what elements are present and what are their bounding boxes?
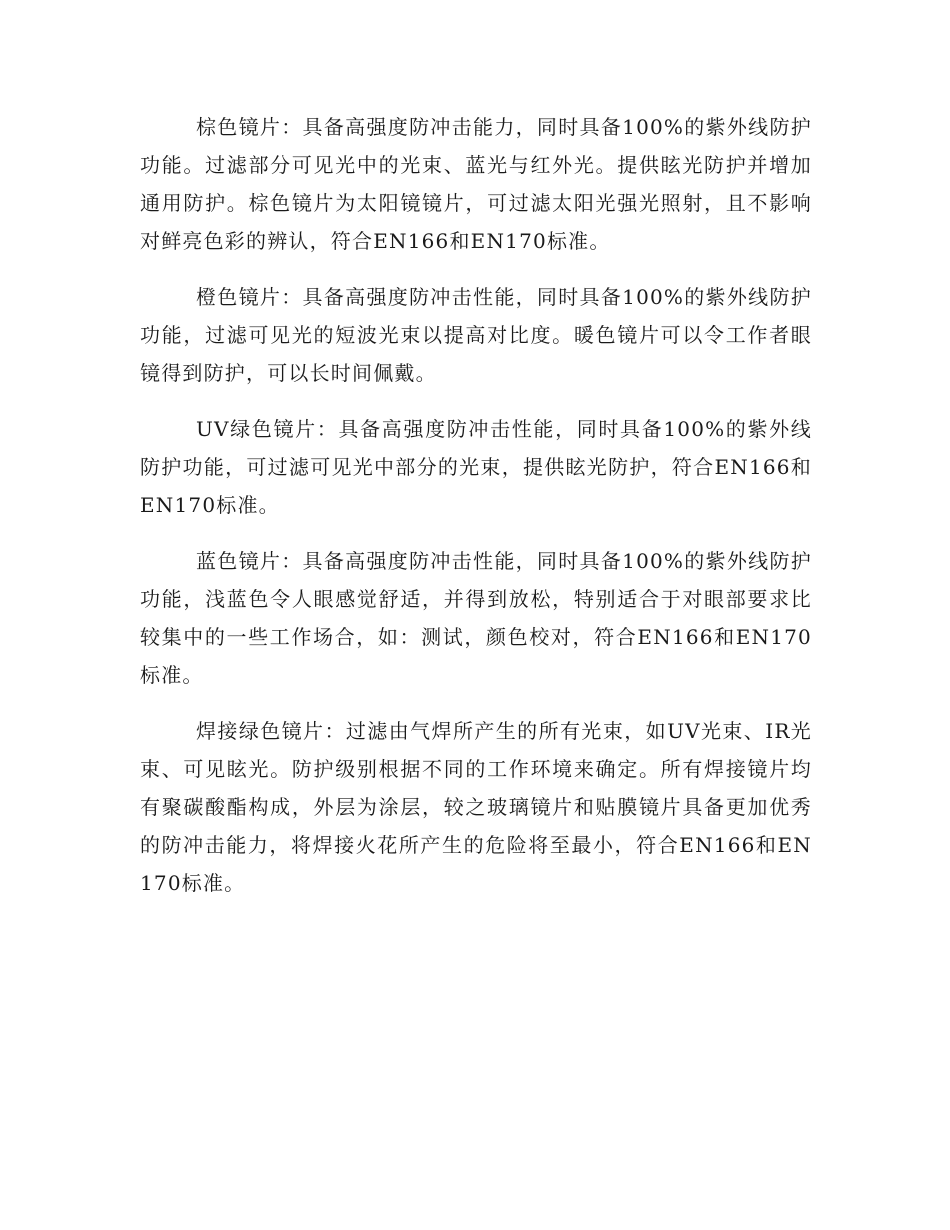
paragraph-welding-green-lens: 焊接绿色镜片：过滤由气焊所产生的所有光束，如UV光束、IR光束、可见眩光。防护级别根据不同的工作环境来确定。所有焊接镜片均有聚碳酸酯构成，外层为涂层，较之玻璃镜片和贴膜镜片具备更加优秀的防冲击能力，将焊接火花所产生的危险将至最小，符合EN166和EN170标准。 [140,719,812,895]
paragraph-orange-lens: 橙色镜片：具备高强度防冲击性能，同时具备100%的紫外线防护功能，过滤可见光的短波光束以提高对比度。暖色镜片可以令工作者眼镜得到防护，可以长时间佩戴。 [140,285,812,385]
paragraph-brown-lens: 棕色镜片：具备高强度防冲击能力，同时具备100%的紫外线防护功能。过滤部分可见光中的光束、蓝光与红外光。提供眩光防护并增加通用防护。棕色镜片为太阳镜镜片，可过滤太阳光强光照射，且不影响对鲜亮色彩的辨认，符合EN166和EN170标准。 [140,115,812,253]
document-body [140,108,812,920]
paragraph-blue-lens: 蓝色镜片：具备高强度防冲击性能，同时具备100%的紫外线防护功能，浅蓝色令人眼感觉舒适，并得到放松，特别适合于对眼部要求比较集中的一些工作场合，如：测试，颜色校对，符合EN166和EN170标准。 [140,549,812,687]
paragraph-uv-green-lens: UV绿色镜片：具备高强度防冲击性能，同时具备100%的紫外线防护功能，可过滤可见光中部分的光束，提供眩光防护，符合EN166和EN170标准。 [140,417,812,517]
